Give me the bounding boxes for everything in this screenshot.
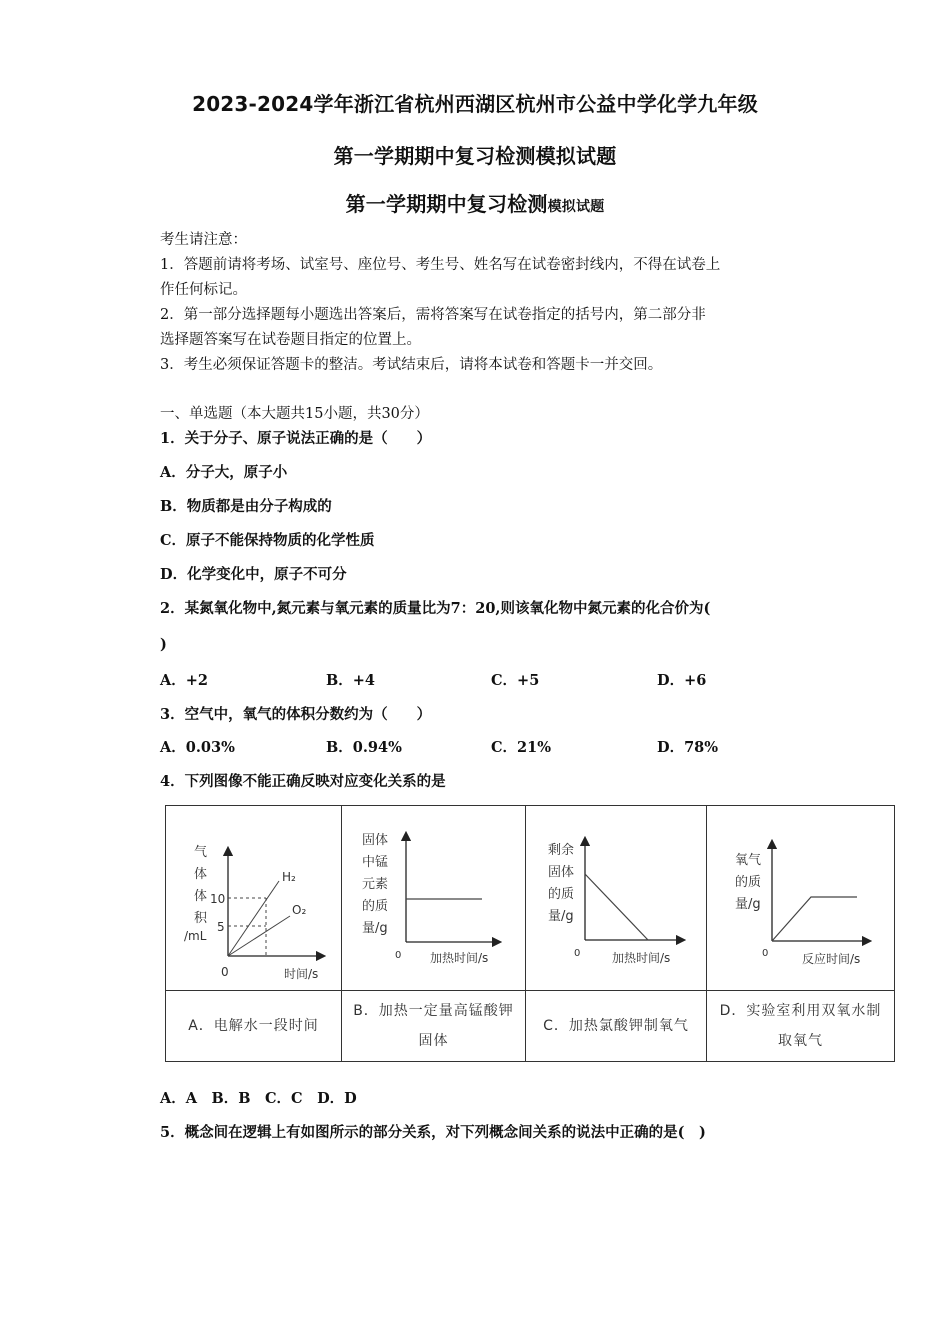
graph-d-origin: 0 [762, 948, 769, 959]
title-line-3 [0, 188, 950, 217]
graph-b-ylabel-1: 固体 [362, 833, 389, 848]
graph-a-ylabel-5: /mL [184, 929, 207, 943]
question-3-stem: 3．空气中，氧气的体积分数约为（ ） [160, 706, 432, 723]
question-2-option-a: A．+2 [160, 672, 208, 689]
question-2-option-c: C．+5 [491, 672, 540, 689]
graph-c-potassium-chlorate [526, 806, 706, 986]
graph-a-ylabel-3: 体 [194, 889, 208, 904]
question-2-stem: 2．某氮氧化物中,氮元素与氧元素的质量比为7：20,则该氧化物中氮元素的化合价为( [160, 600, 711, 617]
graph-a-ylabel-4: 积 [194, 911, 208, 926]
graph-c-cell [526, 806, 707, 991]
question-3-option-c: C．21% [491, 739, 551, 756]
graph-a-origin: 0 [221, 965, 229, 979]
graph-d-caption [707, 991, 895, 1062]
graph-a-caption: A．电解水一段时间 [166, 991, 342, 1062]
graph-b-ylabel-4: 的质 [362, 899, 389, 914]
notice-item-2: 2．第一部分选择题每小题选出答案后，需将答案写在试卷指定的括号内，第二部分非 [160, 307, 706, 323]
graph-d-ylabel-2: 的质 [735, 875, 762, 890]
graph-d-ylabel-1: 氧气 [735, 853, 762, 868]
graph-a-electrolysis [166, 806, 341, 986]
graph-c-xlabel: 加热时间/s [612, 951, 671, 965]
notice-heading: 考生请注意： [160, 232, 247, 248]
question-1-option-b: B．物质都是由分子构成的 [160, 498, 332, 515]
title-line-3-small: 模拟试题 [547, 199, 605, 215]
graph-a-series-o2: O₂ [292, 903, 307, 917]
graph-b-potassium-permanganate [342, 806, 525, 986]
graph-a-tick-5: 5 [217, 920, 225, 934]
question-1-stem: 1．关于分子、原子说法正确的是（ ） [160, 430, 432, 447]
graph-a-ylabel-1: 气 [194, 845, 208, 860]
graph-a-xlabel: 时间/s [284, 967, 319, 981]
question-3-option-d: D．78% [657, 739, 719, 756]
graph-c-ylabel-4: 量/g [548, 909, 574, 924]
graph-d-caption-line-2: 取氧气 [778, 1033, 823, 1049]
notice-item-3: 3．考生必须保证答题卡的整洁。考试结束后，请将本试卷和答题卡一并交回。 [160, 357, 663, 373]
graph-d-ylabel-3: 量/g [735, 897, 761, 912]
graph-a-series-h2: H₂ [282, 870, 296, 884]
notice-item-1-cont: 作任何标记。 [160, 282, 247, 298]
graph-b-caption [342, 991, 526, 1062]
graph-b-caption-line-1: B．加热一定量高锰酸钾 [353, 1003, 514, 1019]
title-line-1: 2023-2024学年浙江省杭州西湖区杭州市公益中学化学九年级 [192, 92, 758, 116]
title-line-2: 第一学期期中复习检测模拟试题 [333, 144, 617, 168]
section-heading: 一、单选题（本大题共15小题，共30分） [160, 406, 429, 422]
graph-a-cell [166, 806, 342, 991]
graph-b-ylabel-2: 中锰 [362, 855, 389, 870]
graph-c-caption: C．加热氯酸钾制氧气 [526, 991, 707, 1062]
question-2-stem-cont: ) [160, 636, 167, 653]
question-2-option-b: B．+4 [326, 672, 375, 689]
graph-b-caption-line-2: 固体 [418, 1033, 449, 1049]
graph-d-xlabel: 反应时间/s [802, 952, 861, 966]
graph-b-ylabel-5: 量/g [362, 921, 388, 936]
graph-c-ylabel-3: 的质 [548, 887, 575, 902]
graph-d-cell [707, 806, 895, 991]
graph-b-xlabel: 加热时间/s [430, 951, 489, 965]
question-1-option-d: D．化学变化中，原子不可分 [160, 566, 347, 583]
graph-c-ylabel-1: 剩余 [548, 843, 575, 858]
notice-item-2-cont: 选择题答案写在试卷题目指定的位置上。 [160, 332, 421, 348]
graph-a-tick-10: 10 [210, 892, 226, 906]
graph-a-ylabel-2: 体 [194, 867, 208, 882]
question-3-option-a: A．0.03% [160, 739, 235, 756]
question-1-option-c: C．原子不能保持物质的化学性质 [160, 532, 375, 549]
question-4-figure-table [165, 805, 895, 1062]
question-2-option-d: D．+6 [657, 672, 707, 689]
graph-d-hydrogen-peroxide [707, 806, 894, 986]
graph-c-ylabel-2: 固体 [548, 865, 575, 880]
question-3-option-b: B．0.94% [326, 739, 402, 756]
question-4-answer-options: A．A B．B C．C D．D [160, 1090, 357, 1107]
title-line-3-main: 第一学期期中复习检测 [345, 192, 548, 216]
question-1-option-a: A．分子大，原子小 [160, 464, 288, 481]
notice-item-1: 1．答题前请将考场、试室号、座位号、考生号、姓名写在试卷密封线内，不得在试卷上 [160, 257, 721, 273]
graph-b-ylabel-3: 元素 [362, 877, 389, 892]
question-4-stem: 4．下列图像不能正确反映对应变化关系的是 [160, 773, 446, 790]
graph-d-caption-line-1: D．实验室利用双氧水制 [719, 1003, 882, 1019]
question-5-stem: 5．概念间在逻辑上有如图所示的部分关系，对下列概念间关系的说法中正确的是( ) [160, 1124, 706, 1141]
graph-c-origin: 0 [574, 948, 581, 959]
graph-b-origin: 0 [395, 950, 402, 961]
graph-b-cell [342, 806, 526, 991]
